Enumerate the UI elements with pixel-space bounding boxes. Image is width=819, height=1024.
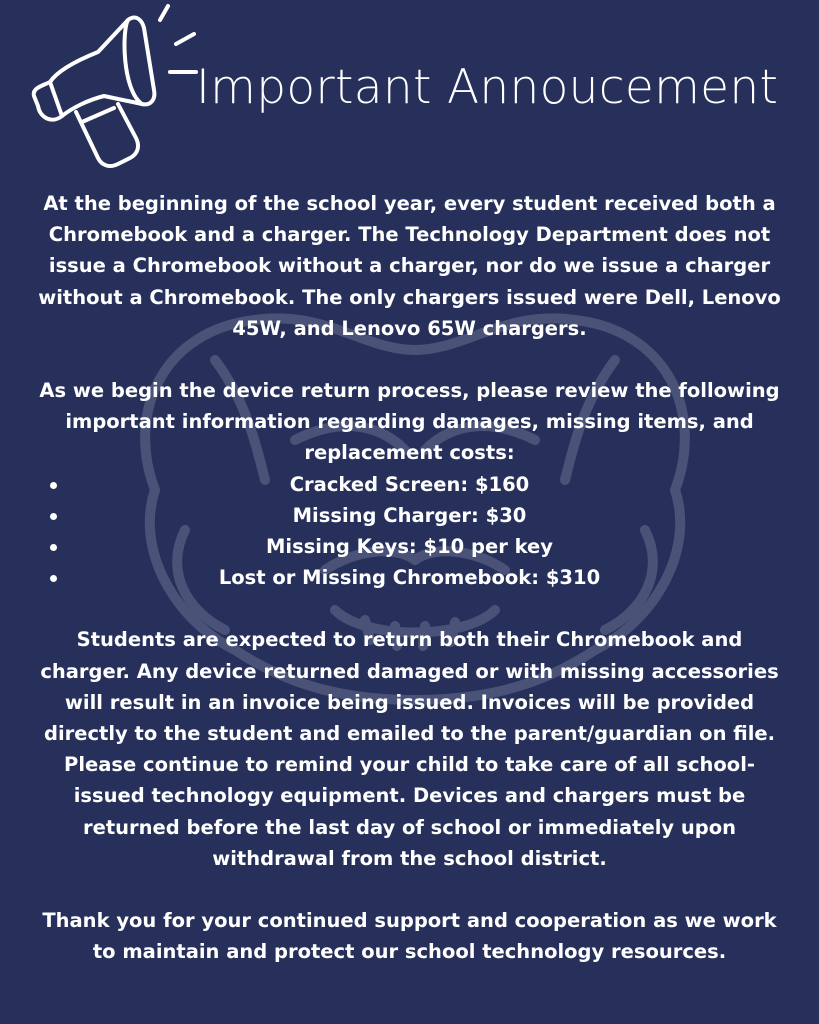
list-item: [30, 562, 789, 593]
thank-you-paragraph: Thank you for your continued support and cooperation as we work to maintain and protect our school technology resources.: [42, 909, 777, 964]
cost-missing-keys: Missing Keys: $10 per key: [266, 535, 553, 559]
bullet-icon: [50, 482, 57, 489]
expectations-paragraph: Students are expected to return both their Chromebook and charger. Any device returned damaged or with missing accessories will result in an invoice being issued. Invoices will be provided directly to the student and emailed to the parent/guardian on file. Please continue to remind your child to take care of all school-issued technology equipment. Devices and chargers must be returned before the last day of school or immediately upon withdrawal from the school district.: [40, 628, 779, 870]
bullet-icon: [50, 575, 57, 582]
cost-lost-chromebook: Lost or Missing Chromebook: $310: [218, 566, 601, 590]
announcement-body: [30, 188, 789, 967]
intro-paragraph: At the beginning of the school year, every student received both a Chromebook and a charger. The Technology Department does not issue a Chromebook without a charger, nor do we issue a charger without a Chromebook. The only chargers issued were Dell, Lenovo 45W, and Lenovo 65W chargers.: [38, 192, 781, 340]
spacer: [30, 344, 789, 375]
list-item: [30, 531, 789, 562]
page-title: Important Annoucement: [196, 60, 779, 115]
spacer: [30, 593, 789, 624]
spacer: [30, 874, 789, 905]
cost-missing-charger: Missing Charger: $30: [292, 503, 527, 527]
return-process-paragraph: As we begin the device return process, please review the following important information regarding damages, missing items, and replacement costs:: [39, 379, 780, 465]
bullet-icon: [50, 544, 57, 551]
list-item: [30, 500, 789, 531]
list-item: [30, 469, 789, 500]
cost-cracked-screen: Cracked Screen: $160: [289, 472, 530, 496]
bullet-icon: [50, 513, 57, 520]
megaphone-icon: [18, 0, 198, 175]
replacement-cost-list: [30, 469, 789, 594]
